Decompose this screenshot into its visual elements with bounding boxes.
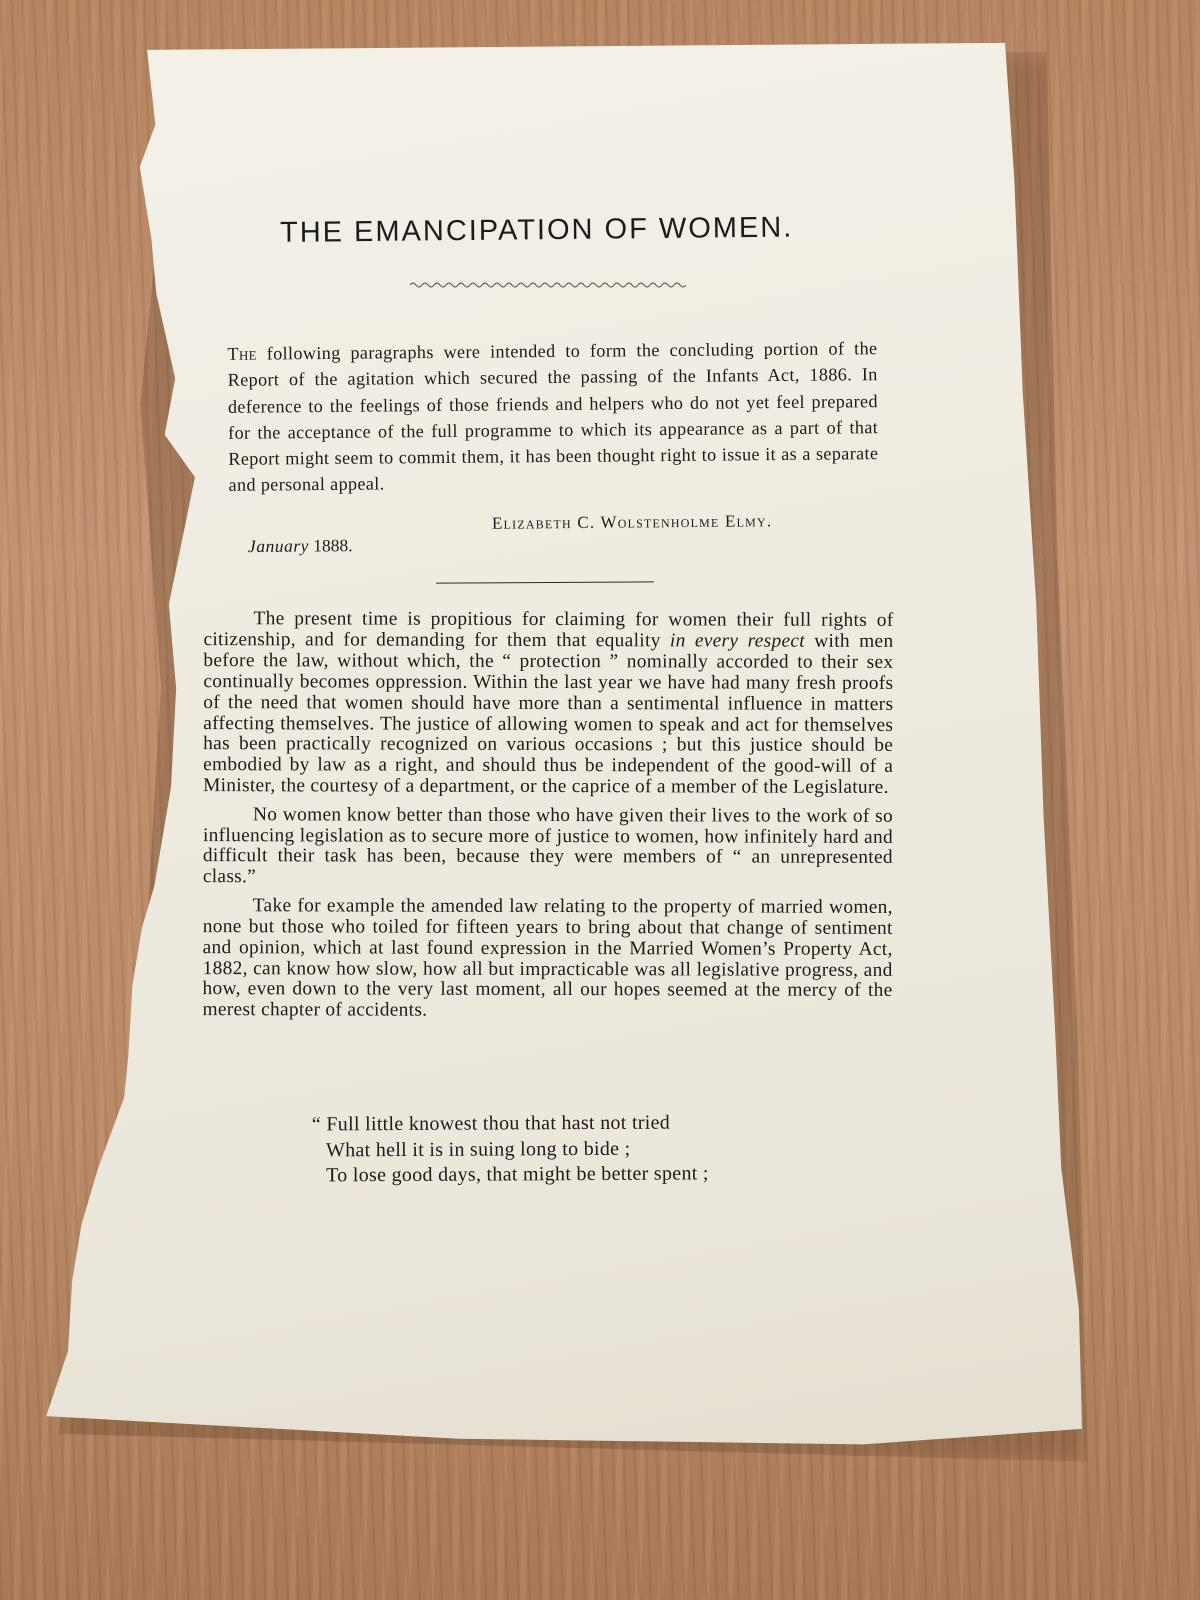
title-ornament-divider <box>410 280 686 290</box>
date-line <box>248 534 498 557</box>
body-paragraph-1 <box>203 609 893 799</box>
intro-lead-word: The <box>227 343 258 365</box>
date-year: 1888. <box>313 535 353 556</box>
body-paragraph-2: No women know better than those who have given their lives to the work of so influencing legislation as to secure more of justice to women, how infinitely hard and difficult their task has been, because they were members of “ an unrepresented class.” <box>202 803 894 888</box>
date-month: January <box>247 535 309 557</box>
poem-line: What hell it is in suing long to bide ; <box>325 1137 631 1161</box>
body-text <box>202 609 893 1031</box>
p1-italic-emphasis: in every respect <box>669 630 805 652</box>
section-divider <box>436 581 654 583</box>
poem-quotation <box>312 1110 872 1189</box>
p1-text-after: with men before the law, without which, the “ protection ” nominally accorded to their sex continually becomes oppression. Within the last year we have had many fresh proofs of the need that women should have more than a sentimental influence in matters affecting themselves. The justice of allowing women to speak and act for themselves has been practically recognized on various occasions ; but this justice should be embodied by law as a right, and should thus be independent of the good-will of a Minister, the courtesy of a department, or the caprice of a member of the Legislature. <box>203 630 894 799</box>
poem-line: To lose good days, that might be better spent ; <box>326 1162 709 1187</box>
poem-line: “ Full little knowest thou that hast not tried <box>311 1111 671 1136</box>
document-title: THE EMANCIPATION OF WOMEN. <box>279 211 794 249</box>
intro-paragraph <box>227 335 878 498</box>
author-signature: Elizabeth C. Wolstenholme Elmy. <box>491 511 773 533</box>
body-paragraph-3: Take for example the amended law relating to the property of married women, none but those who toiled for fifteen years to bring about that change of sentiment and opinion, which at last found expression in the Married Women’s Property Act, 1882, can know how slow, how all but impracticable was all legislative progress, and how, even down to the very last moment, all our hopes seemed at the mercy of the merest chapter of accidents. <box>202 895 893 1021</box>
p1-text-before: The present time is propitious for claiming for women their full rights of citizenship, and for demanding for them that equality <box>203 608 894 652</box>
intro-text: following paragraphs were intended to form the concluding portion of the Report of the agitation which secured the passing of the Infants Act, 1886. In deference to the feelings of those friends and helpers who do not yet feel prepared for the acceptance of the full programme to which its appearance as a part of that Report might seem to commit them, it has been thought right to issue it as a separate and personal appeal. <box>227 338 879 496</box>
